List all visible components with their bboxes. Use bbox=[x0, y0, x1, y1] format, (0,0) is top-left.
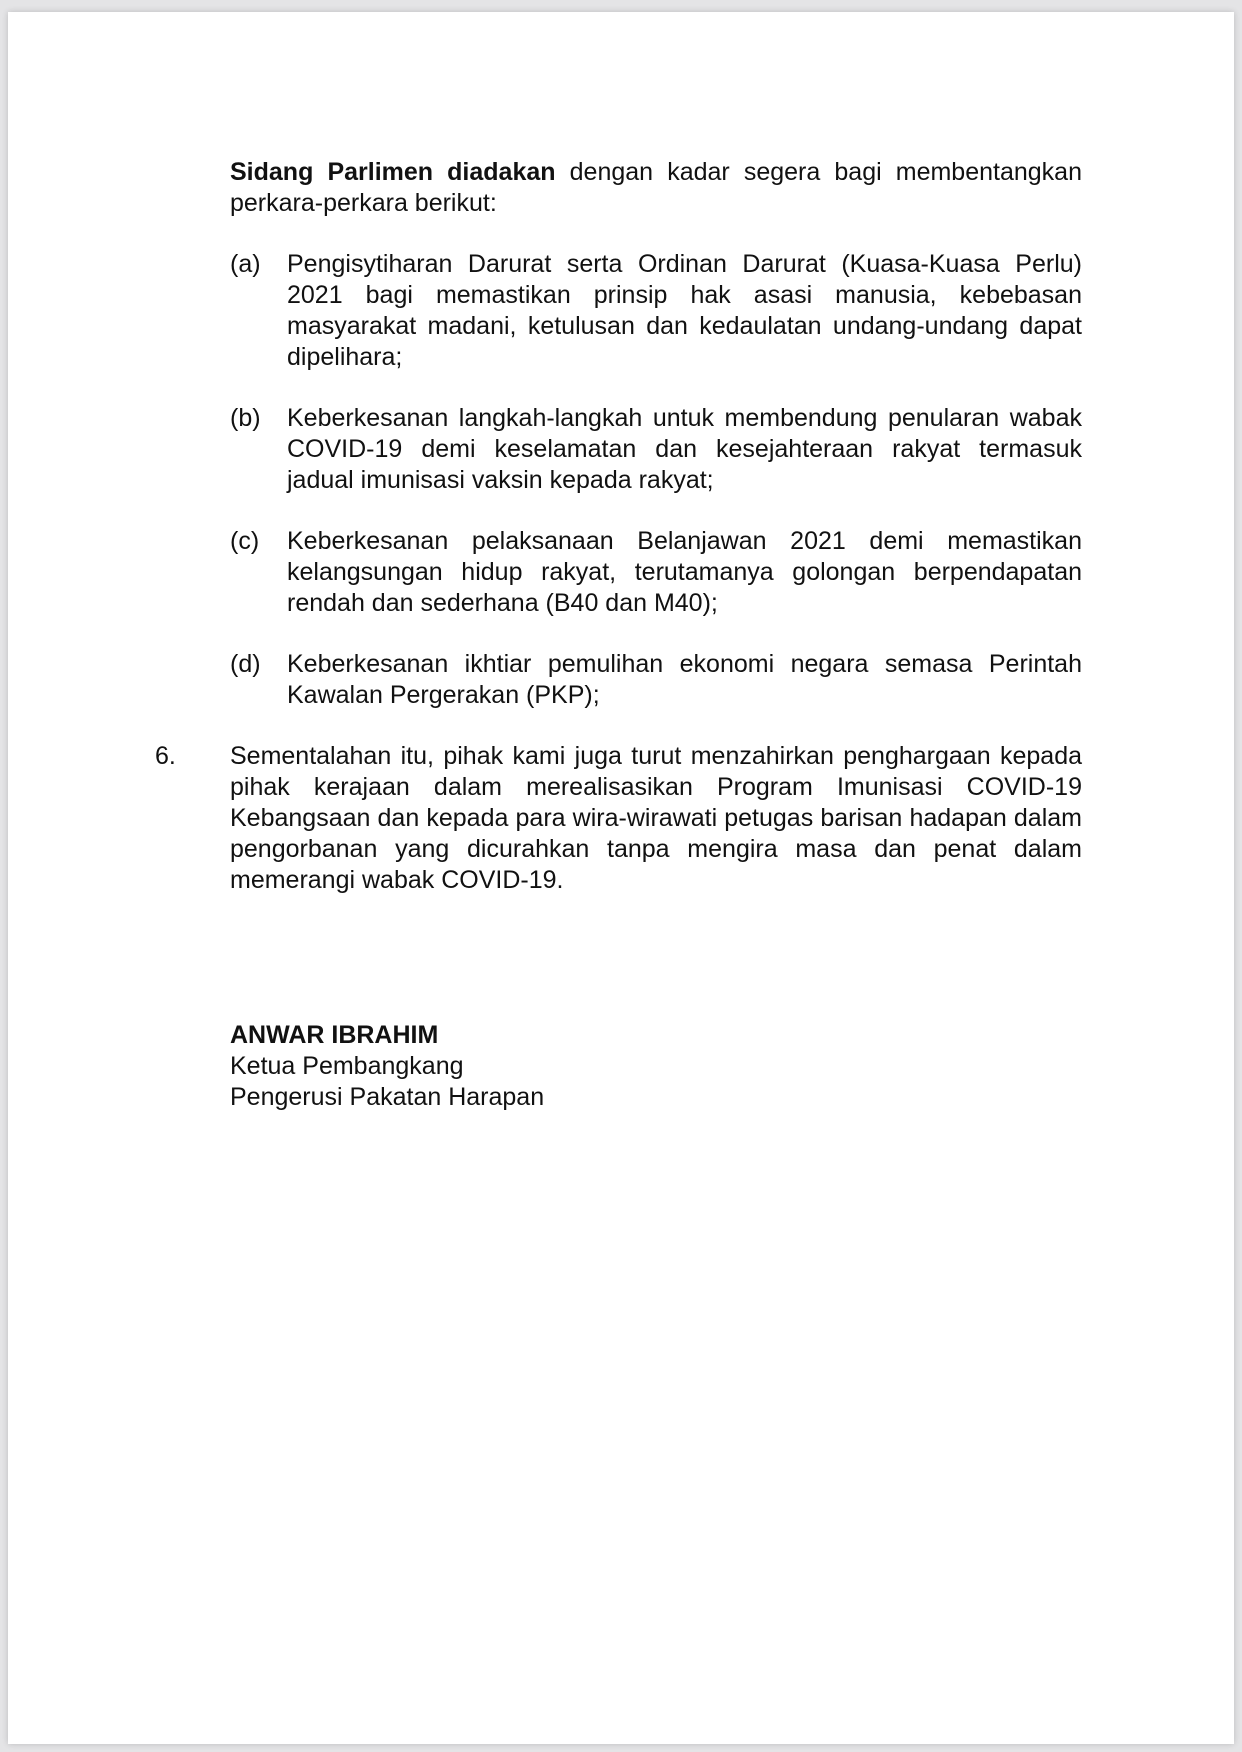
list-item-text: Keberkesanan langkah-langkah untuk membendung penularan wabak COVID-19 demi keselamatan dan kesejahteraan rakyat termasuk jadual imunisasi vaksin kepada rakyat; bbox=[287, 404, 1082, 494]
list-item bbox=[230, 649, 1082, 711]
intro-rest: dengan kadar segera bagi membentangkan perkara-perkara berikut: bbox=[230, 158, 1082, 217]
signature-block bbox=[230, 1020, 1082, 1113]
paragraph-text: Sementalahan itu, pihak kami juga turut menzahirkan penghargaan kepada pihak kerajaan dalam merealisasikan Program Imunisasi COVID-19 Kebangsaan dan kepada para wira-wirawati petugas barisan hadapan dalam pengorbanan yang dicurahkan tanpa mengira masa dan penat dalam memerangi wabak COVID-19. bbox=[230, 742, 1082, 894]
list-item-marker: (d) bbox=[230, 650, 261, 678]
intro-paragraph bbox=[230, 157, 1082, 219]
list-item bbox=[230, 526, 1082, 619]
list-item bbox=[230, 403, 1082, 496]
signatory-title-2: Pengerusi Pakatan Harapan bbox=[230, 1083, 545, 1111]
list-item bbox=[230, 249, 1082, 373]
intro-bold-lead: Sidang Parlimen diadakan bbox=[230, 158, 556, 186]
list-item-marker: (b) bbox=[230, 404, 261, 432]
list-item-text: Keberkesanan pelaksanaan Belanjawan 2021 demi memastikan kelangsungan hidup rakyat, terutamanya golongan berpendapatan rendah dan sederhana (B40 dan M40); bbox=[287, 527, 1082, 617]
paragraph-number: 6. bbox=[155, 742, 176, 770]
list-item-text: Keberkesanan ikhtiar pemulihan ekonomi negara semasa Perintah Kawalan Pergerakan (PKP); bbox=[287, 650, 1082, 709]
document-page bbox=[8, 12, 1234, 1744]
document-body bbox=[155, 157, 1082, 1113]
paragraph-6 bbox=[155, 741, 1082, 896]
signatory-name: ANWAR IBRAHIM bbox=[230, 1021, 439, 1049]
agenda-list bbox=[230, 249, 1082, 711]
list-item-text: Pengisytiharan Darurat serta Ordinan Darurat (Kuasa-Kuasa Perlu) 2021 bagi memastikan prinsip hak asasi manusia, kebebasan masyarakat madani, ketulusan dan kedaulatan undang-undang dapat dipelihara; bbox=[287, 250, 1082, 371]
signatory-title-1: Ketua Pembangkang bbox=[230, 1052, 464, 1080]
list-item-marker: (c) bbox=[230, 527, 260, 555]
list-item-marker: (a) bbox=[230, 250, 261, 278]
